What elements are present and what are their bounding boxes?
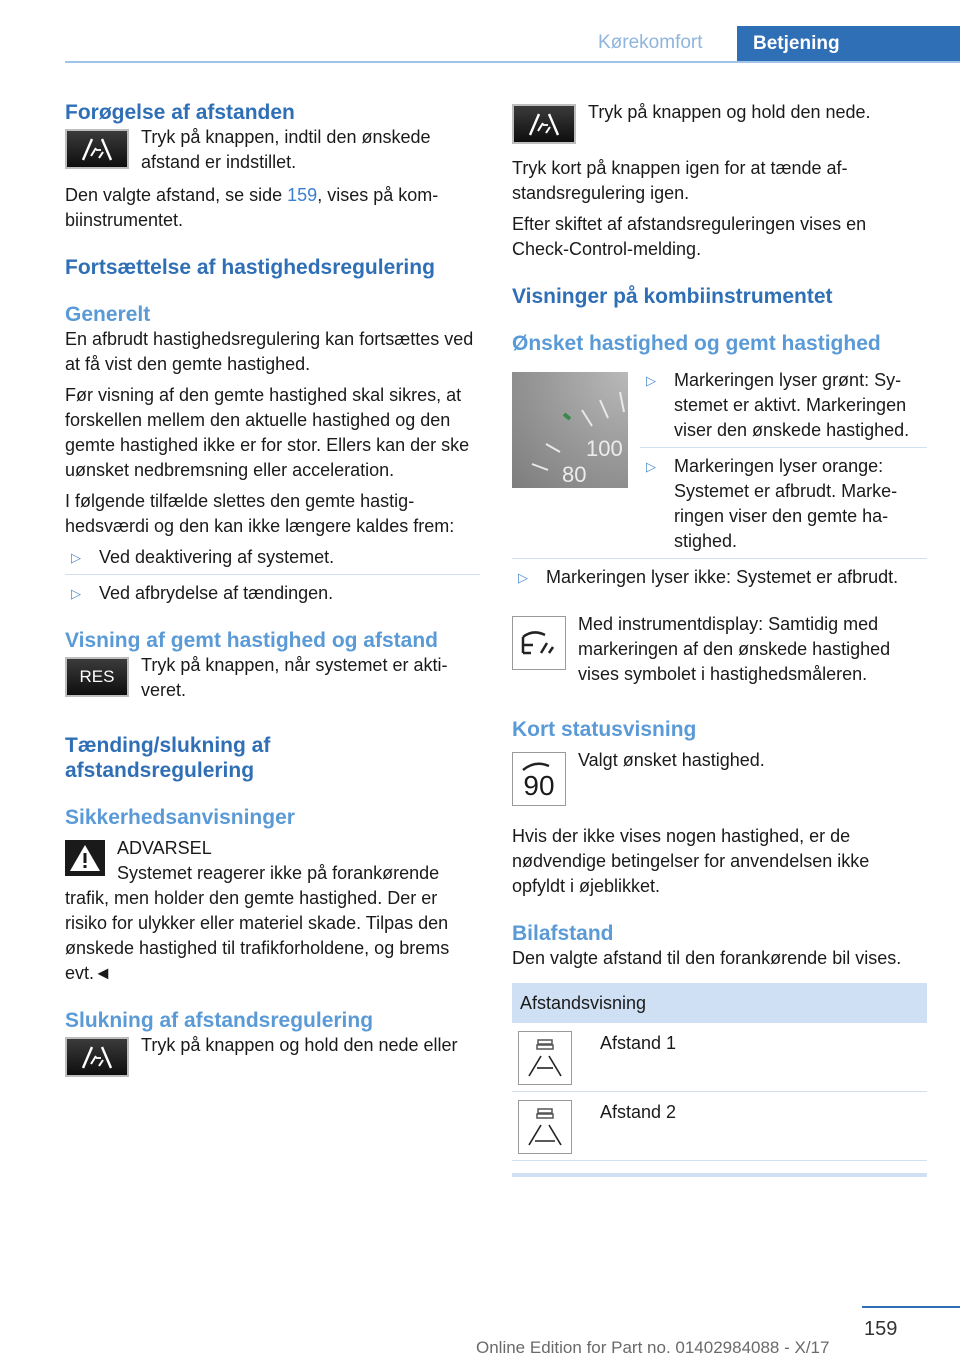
- warning-label: ADVARSEL: [117, 838, 212, 858]
- divider: [512, 558, 927, 559]
- table-cell-icon: [512, 1092, 594, 1161]
- list-item: [640, 368, 927, 443]
- triangle-bullet-icon: ▷: [646, 459, 656, 474]
- page-link[interactable]: 159: [287, 185, 318, 205]
- res-text: Tryk på knappen, når systemet er aktiveret.: [141, 655, 448, 700]
- divider: [640, 447, 927, 448]
- list-item-text: Ved deaktivering af systemet.: [99, 547, 335, 567]
- heading-increase-distance: Forøgelse af afstanden: [65, 101, 295, 124]
- subheading-general: Generelt: [65, 303, 151, 326]
- footer-rule: [862, 1306, 960, 1308]
- check-control-para: Efter skiftet af afstandsreguleringen vises en Check-Control-melding.: [512, 214, 867, 259]
- increase-distance-text: Tryk på knappen, indtil den ønskede afstand er indstillet.: [141, 127, 431, 172]
- speed-90-icon: [512, 752, 566, 806]
- page-header: [65, 26, 960, 62]
- triangle-bullet-icon: ▷: [518, 570, 528, 585]
- cruise-symbol-icon: [512, 616, 566, 670]
- instrument-symbol-text: Med instrumentdisplay: Samtidig med markeringen af den ønskede hastighed vises symbolet i hastighedsmåleren.: [578, 614, 891, 684]
- list-item-text: Markeringen lyser grønt: Systemet er aktivt. Markeringen viser den ønskede hastighed.: [674, 370, 910, 440]
- heading-toggle-distance: Tænding/slukning af afstandsregulering: [65, 734, 271, 782]
- gauge-label-100: 100: [586, 436, 623, 461]
- table-header: Afstandsvisning: [512, 983, 927, 1023]
- marker-off-list: [512, 565, 927, 590]
- subheading-desired-speed: Ønsket hastighed og gemt hastighed: [512, 332, 881, 355]
- triangle-bullet-icon: ▷: [71, 550, 81, 565]
- speedometer-image: [512, 372, 628, 488]
- distance-button-icon: [512, 104, 576, 144]
- turn-off-row: [65, 1033, 480, 1077]
- distance-button-icon: [65, 129, 129, 169]
- subheading-safety: Sikkerhedsanvisninger: [65, 806, 295, 829]
- triangle-bullet-icon: ▷: [646, 373, 656, 388]
- table-cell-label: Afstand 1: [594, 1023, 927, 1092]
- list-item: [512, 565, 927, 590]
- header-rule: [65, 61, 960, 63]
- table-header-row: [512, 983, 927, 1023]
- subheading-short-status: Kort statusvisning: [512, 718, 697, 741]
- resume-para-1: En afbrudt hastighedsregulering kan fortsættes ved at få vist den gemte hastighed.: [65, 329, 474, 374]
- increase-distance-row: [65, 125, 480, 175]
- instrument-symbol-row: [512, 612, 927, 687]
- status-symbol-row: [512, 748, 927, 806]
- list-item-text: Ved afbrydelse af tændingen.: [99, 583, 334, 603]
- header-chapter[interactable]: Betjening: [737, 26, 960, 63]
- distance-text-a: Den valgte afstand, se side: [65, 185, 288, 205]
- resume-para-3: I følgende tilfælde slettes den gemte hastighedsværdi og den kan ikke længere kaldes frem:: [65, 491, 455, 536]
- page-number: 159: [864, 1318, 898, 1340]
- marker-states-list: [640, 368, 927, 554]
- gauge-row: [512, 368, 927, 554]
- hold-button-row: [512, 100, 927, 144]
- list-item: [65, 545, 480, 570]
- status-speed-value: 90: [523, 770, 555, 801]
- hold-button-text: Tryk på knappen og hold den nede.: [588, 102, 871, 122]
- heading-resume-cruise: Fortsættelse af hastighedsregulering: [65, 256, 435, 279]
- table-row: [512, 1092, 927, 1161]
- distance-button-icon: [65, 1037, 129, 1077]
- res-button-icon: [65, 657, 129, 697]
- warning-icon: [65, 840, 105, 876]
- list-item: [65, 581, 480, 606]
- divider: [65, 574, 480, 575]
- table-cell-label: Afstand 2: [594, 1092, 927, 1161]
- gauge-label-80: 80: [562, 462, 587, 487]
- distance-1-icon: [518, 1031, 572, 1085]
- warning-block: [65, 836, 480, 986]
- list-item-text: Markeringen lyser ikke: Systemet er afbrudt.: [546, 567, 899, 587]
- no-speed-para: Hvis der ikke vises nogen hastighed, er de nødvendige betingelser for anvendelsen ikke opfyldt i øjeblikket.: [512, 826, 870, 896]
- list-item: [640, 454, 927, 554]
- distance-2-icon: [518, 1100, 572, 1154]
- distance-text-b: , vises på kombiinstrumentet.: [65, 185, 439, 230]
- status-symbol-text: Valgt ønsket hastighed.: [578, 750, 765, 770]
- res-row: [65, 653, 480, 703]
- resume-distance-para: Tryk kort på knappen igen for at tænde afstandsregulering igen.: [512, 158, 848, 203]
- distance-see-page: [65, 183, 480, 233]
- heading-turn-off: Slukning af afstandsregulering: [65, 1009, 374, 1032]
- car-distance-para: Den valgte afstand til den forankørende bil vises.: [512, 948, 902, 968]
- list-item-text: Markeringen lyser orange: Systemet er afbrudt. Markeringen viser den gemte hastighed.: [674, 456, 898, 551]
- right-column: [512, 100, 927, 1177]
- warning-text: Systemet reagerer ikke på forankørende trafik, men holder den gemte hastighed. Der er risiko for ulykker eller materiel skade. Tilpas den ønskede hastighed til trafikforholdene, og brems evt.◄: [65, 863, 450, 983]
- heading-cluster-display: Visninger på kombiinstrumentet: [512, 285, 833, 308]
- triangle-bullet-icon: ▷: [71, 586, 81, 601]
- footer-edition: Online Edition for Part no. 01402984088 - X/17: [476, 1338, 830, 1357]
- heading-show-stored: Visning af gemt hastighed og afstand: [65, 629, 438, 652]
- turn-off-text: Tryk på knappen og hold den nede eller: [141, 1035, 458, 1055]
- resume-para-2: Før visning af den gemte hastighed skal sikres, at forskellen mellem den aktuelle hastighed og den gemte hastighed ikke er for stor. Ellers kan der ske uønsket nedbremsning eller acceleration.: [65, 385, 470, 480]
- subheading-car-distance: Bilafstand: [512, 922, 614, 945]
- table-row: [512, 1023, 927, 1092]
- left-column: [65, 100, 480, 1077]
- table-cell-icon: [512, 1023, 594, 1092]
- distance-table: [512, 983, 927, 1161]
- table-bottom-rule: [512, 1173, 927, 1177]
- header-section[interactable]: Kørekomfort: [598, 32, 703, 53]
- res-button-label: RES: [79, 667, 115, 686]
- delete-conditions-list: [65, 545, 480, 606]
